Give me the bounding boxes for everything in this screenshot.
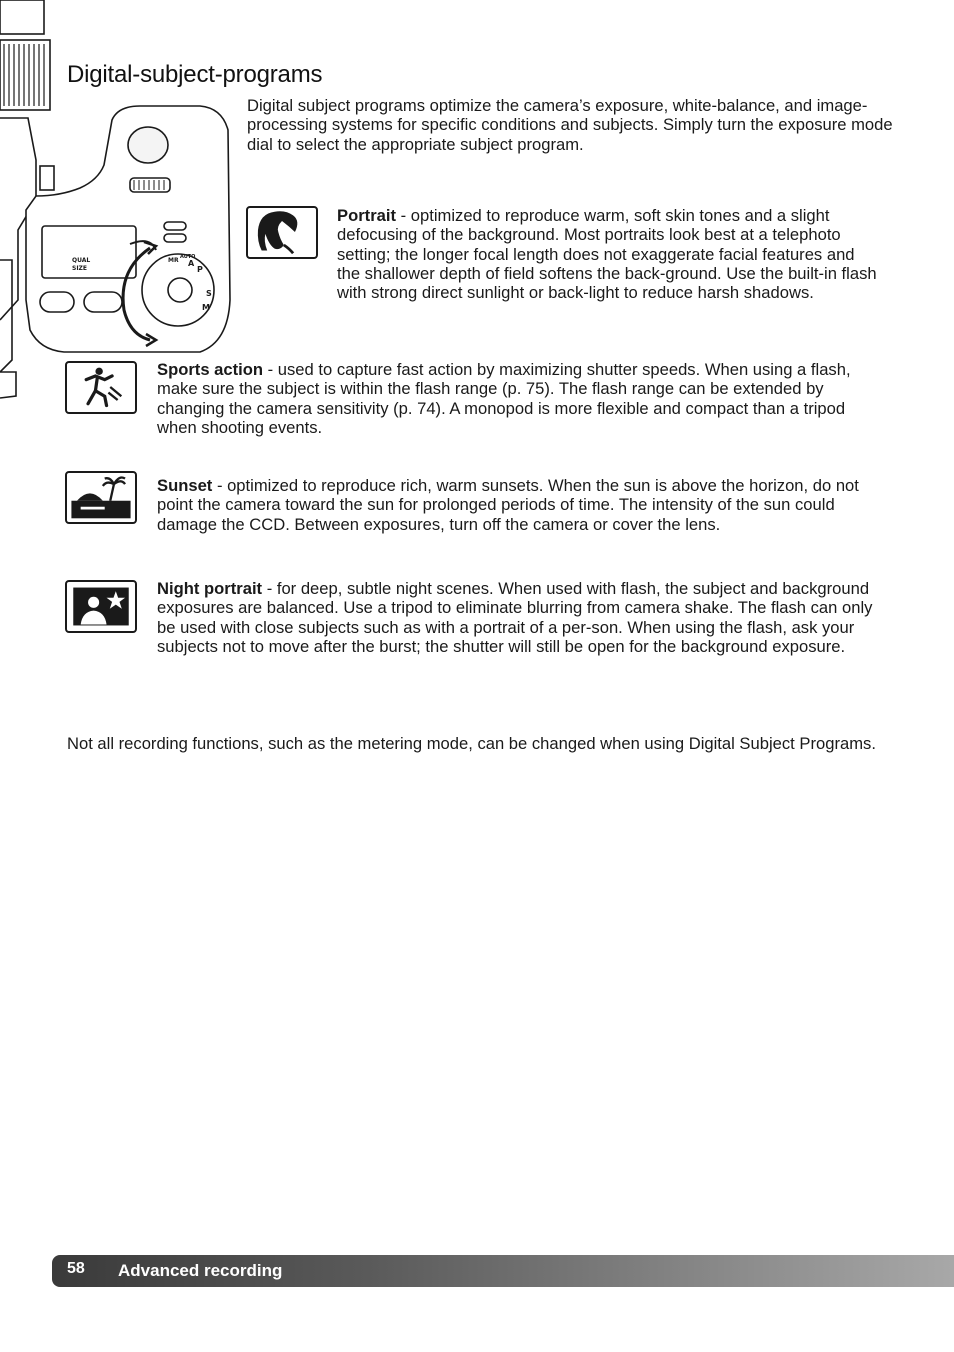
dial-m-label: M: [202, 303, 210, 312]
page-title: Digital-subject-programs: [67, 61, 323, 88]
lcd-qual-label: QUAL: [72, 257, 91, 264]
page-number: 58: [67, 1260, 85, 1277]
note-paragraph: Not all recording functions, such as the metering mode, can be changed when using Digital Subject Programs.: [67, 734, 876, 753]
dial-auto-label: AUTO: [180, 254, 196, 260]
sports-action-text: - used to capture fast action by maximizing shutter speeds. When using a flash, make sure the subject is within the flash range (p. 75). The flash range can be extended by changing the camera sensitivity (p. 74). A monopod is more flexible and compact than a tripod when shooting events.: [157, 360, 851, 437]
night-portrait-text: - for deep, subtle night scenes. When used with flash, the subject and background exposures are balanced. Use a tripod to eliminate blurring from camera shake. The flash can only be used with close subjects such as with a portrait of a per-son. When using the flash, ask your subjects not to move after the burst; the shutter will still be open for the background exposure.: [157, 579, 873, 656]
dial-mr-label: MR: [168, 257, 179, 264]
sports-action-description: [157, 360, 887, 437]
sunset-name: Sunset: [157, 476, 213, 495]
sports-action-icon: [65, 361, 137, 414]
sports-action-name: Sports action: [157, 360, 264, 379]
dial-a-label: A: [188, 259, 195, 268]
section-title: Advanced recording: [118, 1261, 283, 1280]
lcd-size-label: SIZE: [72, 265, 88, 272]
sunset-text: - optimized to reproduce rich, warm sunsets. When the sun is above the horizon, do not point the camera toward the sun for prolonged periods of time. The intensity of the sun could damage the CCD. Between exposures, turn off the camera or cover the lens.: [157, 476, 859, 534]
dial-p-label: P: [197, 265, 203, 274]
portrait-icon: [246, 206, 318, 259]
night-portrait-name: Night portrait: [157, 579, 263, 598]
camera-illustration: [0, 0, 232, 400]
portrait-description: [337, 206, 882, 302]
portrait-text: - optimized to reproduce warm, soft skin tones and a slight defocusing of the background. Most portraits look best at a telephoto setting; the longer focal length does not exaggerate facial features and the shallower depth of field softens the back-ground. Use the built-in flash with strong direct sunlight or back-light to reduce harsh shadows.: [337, 206, 877, 303]
night-portrait-icon: [65, 580, 137, 633]
intro-paragraph: Digital subject programs optimize the camera’s exposure, white-balance, and image-processing systems for specific conditions and subjects. Simply turn the exposure mode dial to select the appropriate subject program.: [247, 96, 893, 154]
sunset-icon: [65, 471, 137, 524]
night-portrait-description: [157, 579, 887, 656]
portrait-name: Portrait: [337, 206, 397, 225]
dial-s-label: S: [206, 289, 212, 298]
sunset-description: [157, 476, 887, 534]
